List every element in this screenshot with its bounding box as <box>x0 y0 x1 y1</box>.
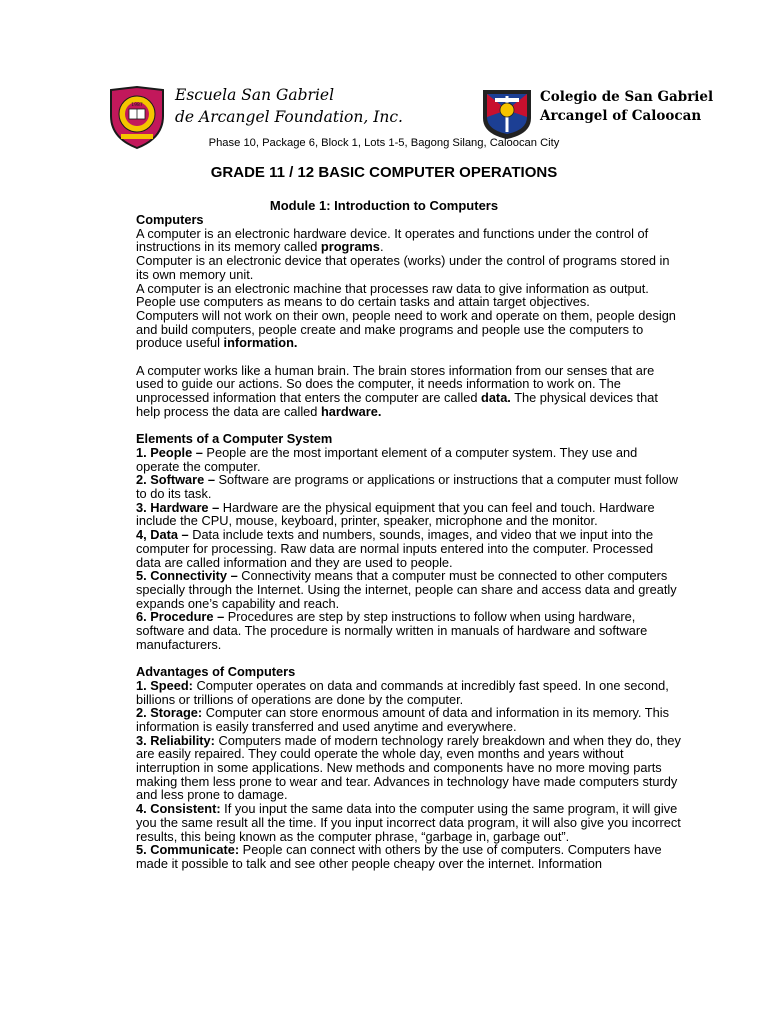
list-item: 1. People – People are the most important element of a computer system. They use and operate the computer. <box>136 444 638 474</box>
paragraph: A computer is an electronic hardware device. It operates and functions under the control of instructions in its memory called programs. <box>136 225 649 255</box>
paragraph: Computer is an electronic device that operates (works) under the control of programs stored in its own memory unit. <box>136 253 670 282</box>
paragraph: A computer is an electronic machine that processes raw data to give information as output. <box>136 280 649 296</box>
list-item: 3. Hardware – Hardware are the physical equipment that you can feel and touch. Hardware include the CPU, mouse, keyboard, printer, speaker, microphone and the monitor. <box>136 499 655 529</box>
section-heading-advantages: Advantages of Computers <box>136 664 296 680</box>
seal-year: 1987 <box>131 103 143 108</box>
letterhead <box>0 78 768 153</box>
document-body <box>136 213 681 871</box>
paragraph: Computers will not work on their own, people need to work and operate on them, people design and build computers, people create and make programs and people use the computers to produce useful information. <box>136 307 676 351</box>
module-heading: Module 1: Introduction to Computers <box>269 198 499 213</box>
section-heading-computers: Computers <box>136 212 204 227</box>
school-address: Phase 10, Package 6, Block 1, Lots 1-5, Bagong Silang, Caloocan City <box>208 137 560 149</box>
list-item: 4, Data – Data include texts and numbers, sounds, images, and video that we input into the computer for processing. Raw data are normal inputs entered into the computer. Processed data are called information and they are used to people. <box>136 527 654 570</box>
school-name-right <box>540 88 713 126</box>
paragraph: People use computers as means to do certain tasks and attain target objectives. <box>136 294 590 310</box>
list-item: 4. Consistent: If you input the same data into the computer using the same program, it will give you the same result all the time. If you input incorrect data program, it will also give you incorrect results, this being known as the computer phrase, “garbage in, garbage out”. <box>136 801 681 844</box>
list-item: 3. Reliability: Computers made of modern technology rarely breakdown and when they do, they are easily repaired. They could operate the whole day, even months and years without interruption in some applications. New methods and components have no more moving parts making them less prone to wear and tear. Advances in technology have made computers sturdy and less prone to damage. <box>136 732 681 803</box>
list-item: 5. Connectivity – Connectivity means that a computer must be connected to other computers specially through the Internet. Using the internet, people can share and access data and greatly expands one’s capability and reach. <box>136 568 677 611</box>
school-name-right-line2: Arcangel of Caloocan <box>540 108 702 124</box>
list-item: 1. Speed: Computer operates on data and commands at incredibly fast speed. In one second, billions or trillions of operations are done by the computer. <box>136 677 669 707</box>
list-item: 6. Procedure – Procedures are step by step instructions to follow when using hardware, software and data. The procedure is normally written in manuals of hardware and software manufacturers. <box>136 609 648 652</box>
school-name-right-line1: Colegio de San Gabriel <box>540 89 714 105</box>
school-name-left <box>175 84 403 128</box>
list-item: 2. Storage: Computer can store enormous amount of data and information in its memory. This information is easily transferred and used anytime and everywhere. <box>136 705 669 734</box>
list-item: 5. Communicate: People can connect with others by the use of computers. Computers have made it possible to talk and see other people cheapy over the internet. Information <box>136 842 662 871</box>
paragraph: A computer works like a human brain. The brain stores information from our senses that are used to guide our actions. So does the computer, it needs information to work on. The unprocessed information that enters the computer are called data. The physical devices that help process the data are called hardware. <box>136 362 658 419</box>
list-item: 2. Software – Software are programs or applications or instructions that a computer must follow to do its task. <box>136 472 678 502</box>
school-name-left-line1: Escuela San Gabriel <box>175 86 335 104</box>
school-seal-right-icon <box>481 88 533 140</box>
school-name-left-line2: de Arcangel Foundation, Inc. <box>175 108 403 126</box>
section-heading-elements: Elements of a Computer System <box>136 431 333 447</box>
document-title: GRADE 11 / 12 BASIC COMPUTER OPERATIONS <box>210 164 558 181</box>
